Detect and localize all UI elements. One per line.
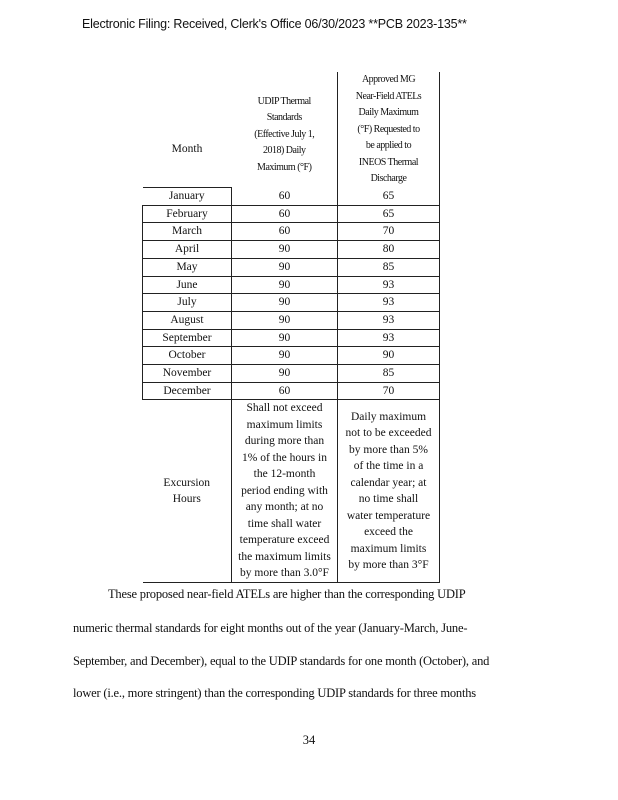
month-cell: June: [143, 276, 232, 294]
month-cell: July: [143, 294, 232, 312]
table-row: [143, 258, 440, 276]
udip-value-cell: 90: [232, 365, 338, 383]
udip-value-cell: 90: [232, 329, 338, 347]
month-cell: August: [143, 311, 232, 329]
excursion-atel-cell: Daily maximum not to be exceeded by more than 5% of the time in a calendar year; at no time shall water temperature exceed the maximum limits by more than 3°F: [338, 400, 440, 583]
udip-value-cell: 90: [232, 311, 338, 329]
month-cell: April: [143, 241, 232, 259]
atel-value-cell: 93: [338, 276, 440, 294]
udip-value-cell: 90: [232, 276, 338, 294]
atel-value-cell: 65: [338, 188, 440, 206]
table-row: [143, 241, 440, 259]
paragraph-line-4: lower (i.e., more stringent) than the corresponding UDIP standards for three months: [73, 686, 476, 700]
udip-value-cell: 60: [232, 382, 338, 400]
udip-value-cell: 60: [232, 205, 338, 223]
table-header-row: [143, 72, 440, 188]
atel-value-cell: 85: [338, 365, 440, 383]
udip-column-header: UDIP Thermal Standards (Effective July 1, 2018) Daily Maximum (°F): [254, 95, 315, 173]
table-row: [143, 223, 440, 241]
table-row: [143, 294, 440, 312]
table-row: [143, 205, 440, 223]
paragraph-line-3: September, and December), equal to the UDIP standards for one month (October), and: [73, 654, 490, 668]
month-cell: November: [143, 365, 232, 383]
table-row: [143, 188, 440, 206]
table-row: [143, 382, 440, 400]
month-cell: September: [143, 329, 232, 347]
udip-value-cell: 90: [232, 294, 338, 312]
table-row: [143, 347, 440, 365]
atel-value-cell: 93: [338, 294, 440, 312]
udip-value-cell: 90: [232, 241, 338, 259]
table-row: [143, 329, 440, 347]
table-row: [143, 365, 440, 383]
month-cell: October: [143, 347, 232, 365]
month-cell: May: [143, 258, 232, 276]
table-row: [143, 311, 440, 329]
excursion-hours-row: [143, 400, 440, 583]
month-cell: December: [143, 382, 232, 400]
atel-value-cell: 90: [338, 347, 440, 365]
atel-value-cell: 70: [338, 382, 440, 400]
atel-value-cell: 65: [338, 205, 440, 223]
filing-header: Electronic Filing: Received, Clerk's Office 06/30/2023 **PCB 2023-135**: [82, 17, 467, 31]
month-column-header: Month: [171, 143, 203, 156]
atel-value-cell: 70: [338, 223, 440, 241]
udip-value-cell: 60: [232, 188, 338, 206]
excursion-udip-cell: Shall not exceed maximum limits during more than 1% of the hours in the 12-month period ending with any month; at no time shall water temperature exceed the maximum limits by more than 3.0°F: [232, 400, 338, 583]
month-cell: January: [143, 188, 232, 206]
month-cell: February: [143, 205, 232, 223]
udip-value-cell: 60: [232, 223, 338, 241]
paragraph-line-1: These proposed near-field ATELs are higher than the corresponding UDIP: [108, 587, 466, 601]
month-cell: March: [143, 223, 232, 241]
atel-value-cell: 93: [338, 311, 440, 329]
udip-value-cell: 90: [232, 258, 338, 276]
atel-value-cell: 85: [338, 258, 440, 276]
excursion-label-cell: Excursion Hours: [143, 400, 232, 583]
atel-value-cell: 80: [338, 241, 440, 259]
page-number: 34: [302, 733, 316, 747]
atel-column-header: Approved MG Near-Field ATELs Daily Maximum (°F) Requested to be applied to INEOS Thermal Discharge: [338, 72, 440, 188]
thermal-standards-table: [142, 72, 440, 583]
paragraph-line-2: numeric thermal standards for eight months out of the year (January-March, June-: [73, 621, 468, 635]
table-row: [143, 276, 440, 294]
atel-value-cell: 93: [338, 329, 440, 347]
udip-value-cell: 90: [232, 347, 338, 365]
